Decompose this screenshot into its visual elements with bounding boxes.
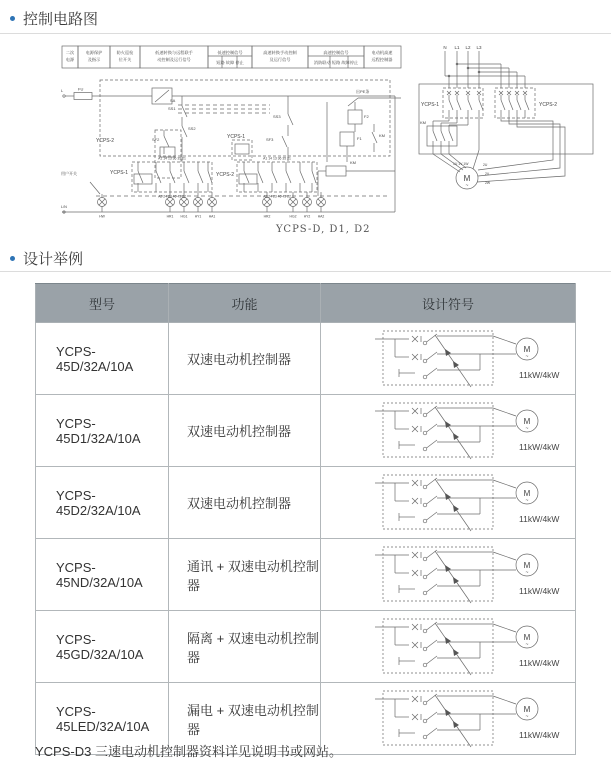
svg-text:远程控制器: 远程控制器 <box>371 57 393 62</box>
svg-text:FU: FU <box>78 86 84 92</box>
svg-text:L1: L1 <box>454 45 460 50</box>
svg-text:L: L <box>61 88 64 93</box>
symbol-circuit <box>375 547 559 603</box>
circuit-wiring <box>61 80 401 213</box>
svg-text:F1: F1 <box>357 136 362 141</box>
svg-text:2U: 2U <box>483 163 488 167</box>
function-cell: 双速电动机控制器 <box>169 395 321 467</box>
svg-text:~: ~ <box>465 183 469 189</box>
svg-text:及运行信号: 及运行信号 <box>269 57 291 62</box>
function-cell: 隔离 + 双速电动机控制器 <box>169 611 321 683</box>
power-circuit-diagram <box>405 42 605 204</box>
svg-text:及指示: 及指示 <box>87 57 101 62</box>
header-model: 型号 <box>36 284 169 323</box>
function-cell: 双速电动机控制器 <box>169 467 321 539</box>
power-rating: 11kW/4kW <box>519 513 560 524</box>
symbol-cell <box>321 467 576 539</box>
svg-text:YCPS-1: YCPS-1 <box>227 134 246 140</box>
divider <box>0 271 611 272</box>
function-cell: 双速电动机控制器 <box>169 323 321 395</box>
svg-text:~: ~ <box>525 569 529 576</box>
symbol-cell <box>321 395 576 467</box>
header-function: 功能 <box>169 284 321 323</box>
svg-text:KM: KM <box>379 133 385 138</box>
symbol-circuit <box>375 691 559 747</box>
function-cell: 通讯 + 双速电动机控制器 <box>169 539 321 611</box>
svg-text:M: M <box>523 704 531 714</box>
section1-title-text: 控制电路图 <box>23 11 99 28</box>
table-row <box>36 539 576 611</box>
model-cell: YCPS-45D/32A/10A <box>36 323 169 395</box>
svg-text:YCPS-2: YCPS-2 <box>216 172 235 178</box>
svg-text:YCPS-1: YCPS-1 <box>421 102 440 108</box>
svg-text:YCPS-2: YCPS-2 <box>96 138 115 144</box>
svg-text:YCPS-1: YCPS-1 <box>110 170 129 176</box>
svg-text:电动机高速: 电动机高速 <box>371 50 393 55</box>
svg-text:SS3: SS3 <box>273 114 281 119</box>
svg-text:用户开关: 用户开关 <box>61 171 77 176</box>
svg-text:A2 24 23 46 45 22: A2 24 23 46 45 22 <box>158 194 186 199</box>
model-cell: YCPS-45D1/32A/10A <box>36 395 169 467</box>
svg-text:~: ~ <box>525 641 529 648</box>
section2-title <box>10 248 83 269</box>
svg-text:M: M <box>523 488 531 498</box>
svg-text:~: ~ <box>525 353 529 360</box>
table-row <box>36 467 576 539</box>
svg-text:M: M <box>523 632 531 642</box>
svg-text:电源保护: 电源保护 <box>85 50 103 55</box>
design-symbol-drawing <box>374 471 566 535</box>
svg-text:L/N: L/N <box>61 205 67 209</box>
circuit-header-strip <box>62 46 401 68</box>
svg-text:M: M <box>523 416 531 426</box>
power-wiring <box>419 45 593 189</box>
svg-text:电源: 电源 <box>65 57 75 62</box>
function-cell: 漏电 + 双速电动机控制器 <box>169 683 321 755</box>
design-examples-table <box>35 283 576 755</box>
svg-text:SF2: SF2 <box>152 137 160 142</box>
bullet-icon <box>10 256 15 261</box>
svg-text:KM: KM <box>350 160 356 165</box>
svg-text:HY1: HY1 <box>194 214 202 219</box>
symbol-cell <box>321 683 576 755</box>
svg-text:HA2: HA2 <box>317 214 325 219</box>
design-symbol <box>374 471 566 535</box>
svg-text:SS1: SS1 <box>168 106 176 111</box>
power-rating: 11kW/4kW <box>519 729 560 740</box>
svg-text:高速转换手动控制: 高速转换手动控制 <box>263 50 297 55</box>
power-rating: 11kW/4kW <box>519 585 560 596</box>
svg-text:A2 24 23 46 45 22: A2 24 23 46 45 22 <box>263 194 291 199</box>
power-rating: 11kW/4kW <box>519 369 560 380</box>
table-row <box>36 323 576 395</box>
svg-text:二次: 二次 <box>65 50 75 55</box>
svg-text:低速控制信号: 低速控制信号 <box>217 50 243 55</box>
svg-text:2W: 2W <box>485 181 491 185</box>
svg-text:HG2: HG2 <box>289 214 297 219</box>
svg-text:动控制及运行信号: 动控制及运行信号 <box>157 57 191 62</box>
footer-note: YCPS-D3 三速电动机控制器资料详见说明书或网站。 <box>35 744 342 759</box>
bullet-icon <box>10 16 15 21</box>
svg-text:YCPS-2: YCPS-2 <box>539 102 558 108</box>
design-symbol-drawing <box>374 399 566 463</box>
svg-text:L3: L3 <box>476 45 482 50</box>
svg-text:SF3: SF3 <box>266 137 274 142</box>
svg-text:M: M <box>523 560 531 570</box>
section2-title-text: 设计举例 <box>23 251 84 268</box>
svg-text:HY2: HY2 <box>303 214 311 219</box>
svg-text:A1 14 13 36 35 21: A1 14 13 36 35 21 <box>158 156 186 161</box>
svg-text:位开关: 位开关 <box>118 57 132 62</box>
table-row <box>36 611 576 683</box>
svg-text:消防联动 短路 故障停止: 消防联动 短路 故障停止 <box>313 60 359 65</box>
power-rating: 11kW/4kW <box>519 657 560 668</box>
design-symbol <box>374 327 566 391</box>
control-circuit-diagram <box>60 44 405 242</box>
design-symbol <box>374 687 566 751</box>
header-symbol: 设计符号 <box>321 284 576 323</box>
svg-text:2V: 2V <box>485 172 490 176</box>
svg-text:HR2: HR2 <box>263 214 271 219</box>
model-cell: YCPS-45D2/32A/10A <box>36 467 169 539</box>
svg-text:低速转换与远程联手: 低速转换与远程联手 <box>155 50 193 55</box>
svg-text:1U 1V 1W: 1U 1V 1W <box>453 162 469 166</box>
power-rating: 11kW/4kW <box>519 441 560 452</box>
design-symbol-drawing <box>374 543 566 607</box>
svg-text:L2: L2 <box>465 45 471 50</box>
svg-text:短路 故障 停止: 短路 故障 停止 <box>216 60 244 65</box>
svg-text:HW: HW <box>99 214 105 219</box>
svg-text:防火巡检: 防火巡检 <box>116 50 134 55</box>
symbol-circuit <box>375 619 559 675</box>
svg-text:HA1: HA1 <box>208 214 216 219</box>
design-symbol-drawing <box>374 615 566 679</box>
circuit-caption: YCPS-D, D1, D2 <box>276 224 371 235</box>
svg-text:HR1: HR1 <box>166 214 174 219</box>
table-row <box>36 395 576 467</box>
symbol-cell <box>321 323 576 395</box>
design-symbol <box>374 615 566 679</box>
design-symbol-drawing <box>374 687 566 751</box>
model-cell: YCPS-45LED/32A/10A <box>36 683 169 755</box>
svg-text:HG1: HG1 <box>180 214 188 219</box>
table-header-row <box>36 284 576 323</box>
svg-text:SA: SA <box>170 98 176 103</box>
model-cell: YCPS-45ND/32A/10A <box>36 539 169 611</box>
design-symbol-drawing <box>374 327 566 391</box>
symbol-circuit <box>375 403 559 459</box>
divider <box>0 33 611 34</box>
svg-text:~: ~ <box>525 497 529 504</box>
svg-text:SS2: SS2 <box>188 126 196 131</box>
svg-text:M: M <box>523 344 531 354</box>
symbol-circuit <box>375 475 559 531</box>
symbol-circuit <box>375 331 559 387</box>
svg-text:出PE条: 出PE条 <box>356 89 370 94</box>
svg-text:~: ~ <box>525 425 529 432</box>
svg-text:A1 14 13 36 35 21: A1 14 13 36 35 21 <box>263 156 291 161</box>
model-cell: YCPS-45GD/32A/10A <box>36 611 169 683</box>
svg-text:N: N <box>443 45 447 50</box>
svg-text:KM: KM <box>420 120 426 125</box>
symbol-cell <box>321 611 576 683</box>
design-symbol <box>374 399 566 463</box>
design-symbol <box>374 543 566 607</box>
section1-title <box>10 8 98 29</box>
svg-text:~: ~ <box>525 713 529 720</box>
svg-text:F2: F2 <box>364 114 369 119</box>
symbol-cell <box>321 539 576 611</box>
svg-text:高速控制信号: 高速控制信号 <box>323 50 349 55</box>
svg-text:M: M <box>463 174 471 183</box>
